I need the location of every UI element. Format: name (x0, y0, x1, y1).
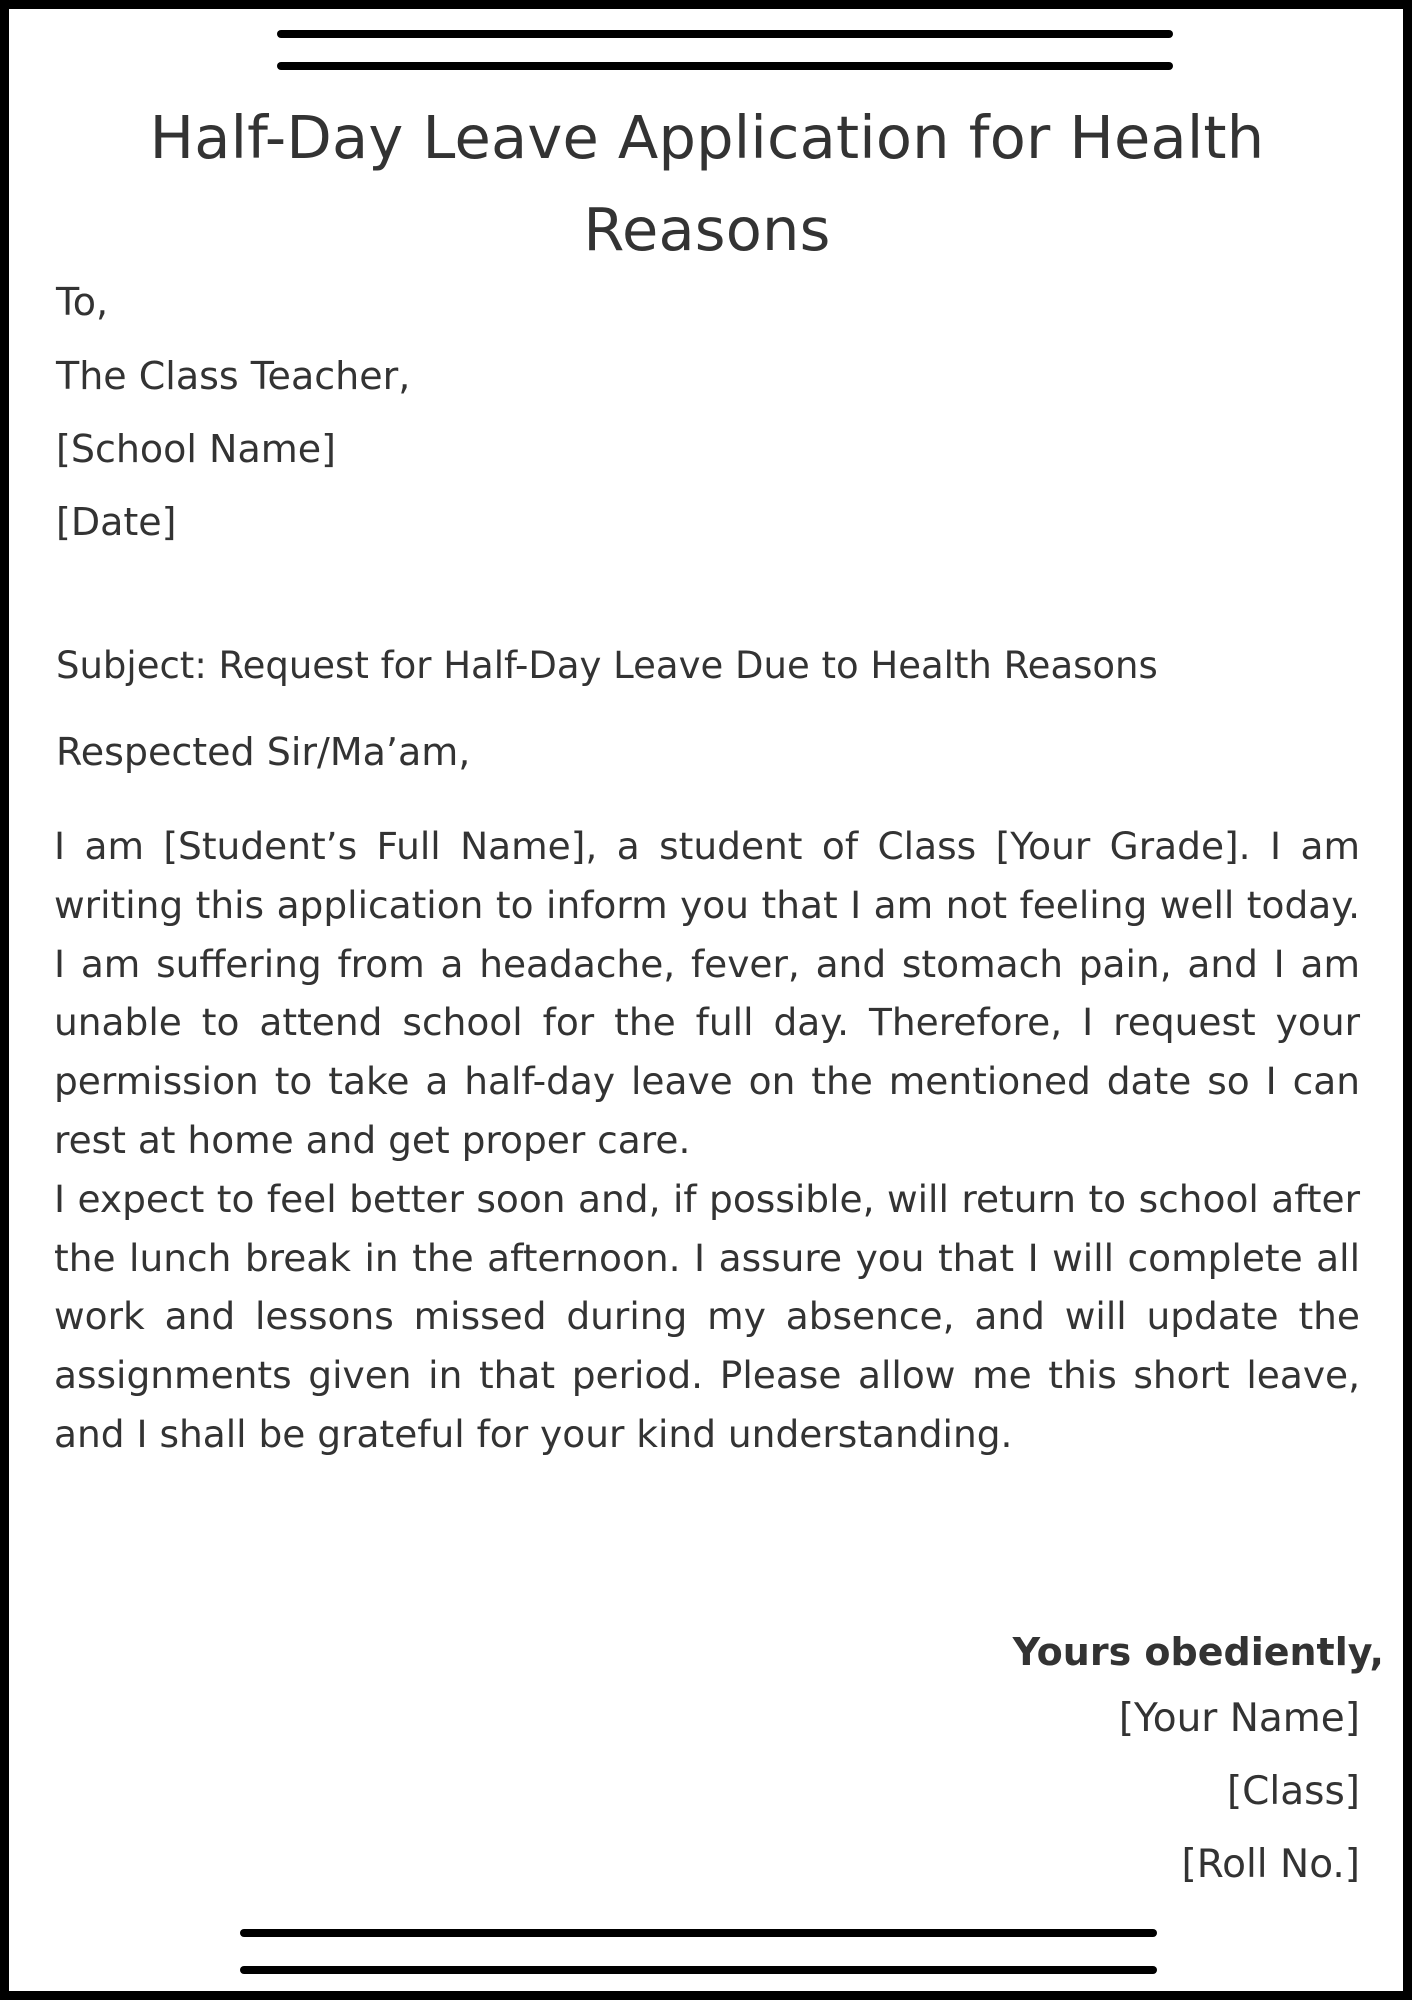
signature-roll-no-placeholder: [Roll No.] (1181, 1842, 1360, 1887)
top-decorative-rule-1 (277, 30, 1173, 38)
document-title: Half-Day Leave Application for Health Reasons (149, 103, 1265, 264)
signature-name-placeholder: [Your Name] (1118, 1696, 1360, 1741)
bottom-decorative-rule-1 (240, 1929, 1157, 1937)
subject-line: Subject: Request for Half-Day Leave Due to Health Reasons (56, 644, 1158, 687)
address-line-school-name: [School Name] (56, 427, 336, 471)
sign-off: Yours obediently, (1012, 1630, 1384, 1674)
top-decorative-rule-2 (277, 62, 1173, 70)
body-paragraph-1: I am [Student’s Full Name], a student of Class [Your Grade]. I am writing this application to inform you that I am not feeling well today. I am suffering from a headache, fever, and stomach pain, and I am unable to attend school for the full day. Therefore, I request your permission to take a half-day leave on the mentioned date so I can rest at home and get proper care. (54, 824, 1360, 1162)
address-line-date: [Date] (56, 500, 177, 544)
closing-block (1013, 1622, 1384, 1901)
letter-body (54, 817, 1360, 1464)
salutation: Respected Sir/Ma’am, (56, 730, 471, 774)
address-line-to: To, (56, 280, 109, 324)
address-line-recipient: The Class Teacher, (56, 354, 411, 398)
signature-class-placeholder: [Class] (1226, 1769, 1360, 1814)
bottom-decorative-rule-2 (240, 1966, 1157, 1974)
body-paragraph-2: I expect to feel better soon and, if possible, will return to school after the lunch break in the afternoon. I assure you that I will complete all work and lessons missed during my absence, and will update the assignments given in that period. Please allow me this short leave, and I shall be grateful for your kind understanding. (54, 1176, 1360, 1456)
